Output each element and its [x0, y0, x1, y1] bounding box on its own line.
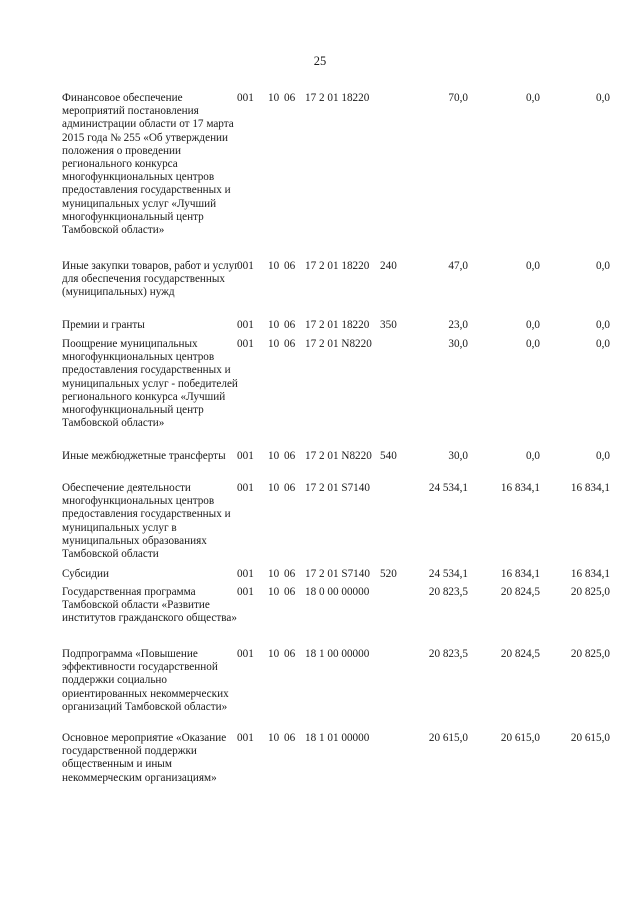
row-name: Премии и гранты — [62, 319, 145, 331]
expense-type-code: 240 — [380, 260, 397, 272]
row-name: Иные межбюджетные трансферты — [62, 450, 226, 462]
subsection-code: 06 — [284, 92, 296, 104]
department-code: 001 — [237, 338, 254, 350]
subsection-code: 06 — [284, 319, 296, 331]
target-article-code: 17 2 01 S7140 — [305, 482, 370, 494]
department-code: 001 — [237, 450, 254, 462]
target-article-code: 17 2 01 N8220 — [305, 450, 372, 462]
table-row — [62, 648, 622, 714]
amount-year-3: 0,0 — [596, 338, 610, 350]
row-name: Подпрограмма «Повышение эффективности государственной поддержки социально ориентированных некоммерческих организаций Тамбовской области» — [62, 648, 229, 713]
subsection-code: 06 — [284, 338, 296, 350]
section-code: 10 — [268, 260, 280, 272]
amount-year-1: 30,0 — [448, 338, 468, 350]
expense-type-code: 350 — [380, 319, 397, 331]
amount-year-3: 20 825,0 — [570, 586, 610, 598]
row-name: Субсидии — [62, 568, 109, 580]
amount-year-3: 20 825,0 — [570, 648, 610, 660]
amount-year-2: 16 834,1 — [500, 482, 540, 494]
amount-year-2: 0,0 — [526, 450, 540, 462]
section-code: 10 — [268, 92, 280, 104]
section-code: 10 — [268, 568, 280, 580]
subsection-code: 06 — [284, 450, 296, 462]
row-name: Финансовое обеспечение мероприятий постановления администрации области от 17 марта 2015 года № 255 «Об утверждении положения о проведении регионального конкурса многофункциональных центров предоставления государственных и муниципальных услуг «Лучший многофункциональный центр Тамбовской области» — [62, 92, 234, 237]
section-code: 10 — [268, 732, 280, 744]
amount-year-2: 20 615,0 — [500, 732, 540, 744]
subsection-code: 06 — [284, 482, 296, 494]
table-row — [62, 732, 622, 785]
amount-year-1: 20 823,5 — [428, 586, 468, 598]
amount-year-2: 0,0 — [526, 319, 540, 331]
amount-year-3: 0,0 — [596, 92, 610, 104]
amount-year-3: 0,0 — [596, 450, 610, 462]
amount-year-2: 0,0 — [526, 338, 540, 350]
amount-year-1: 20 615,0 — [428, 732, 468, 744]
row-name: Иные закупки товаров, работ и услуг для обеспечения государственных (муниципальных) нужд — [62, 260, 239, 299]
target-article-code: 17 2 01 18220 — [305, 92, 370, 104]
target-article-code: 17 2 01 18220 — [305, 260, 370, 272]
section-code: 10 — [268, 338, 280, 350]
row-name: Основное мероприятие «Оказание государственной поддержки общественным и иным некоммерческим организациям» — [62, 732, 227, 784]
amount-year-3: 20 615,0 — [570, 732, 610, 744]
amount-year-2: 0,0 — [526, 92, 540, 104]
department-code: 001 — [237, 732, 254, 744]
row-name: Государственная программа Тамбовской области «Развитие институтов гражданского общества» — [62, 586, 237, 625]
amount-year-1: 24 534,1 — [428, 482, 468, 494]
amount-year-3: 0,0 — [596, 319, 610, 331]
subsection-code: 06 — [284, 648, 296, 660]
amount-year-2: 20 824,5 — [500, 586, 540, 598]
amount-year-3: 16 834,1 — [570, 568, 610, 580]
table-row — [62, 586, 622, 626]
subsection-code: 06 — [284, 732, 296, 744]
amount-year-2: 20 824,5 — [500, 648, 540, 660]
target-article-code: 18 0 00 00000 — [305, 586, 370, 598]
amount-year-2: 0,0 — [526, 260, 540, 272]
row-name: Обеспечение деятельности многофункциональных центров предоставления государственных и муниципальных услуг в муниципальных образованиях Тамбовской области — [62, 482, 231, 561]
section-code: 10 — [268, 450, 280, 462]
department-code: 001 — [237, 648, 254, 660]
department-code: 001 — [237, 319, 254, 331]
target-article-code: 17 2 01 S7140 — [305, 568, 370, 580]
subsection-code: 06 — [284, 260, 296, 272]
subsection-code: 06 — [284, 568, 296, 580]
amount-year-1: 47,0 — [448, 260, 468, 272]
amount-year-1: 70,0 — [448, 92, 468, 104]
department-code: 001 — [237, 92, 254, 104]
target-article-code: 18 1 00 00000 — [305, 648, 370, 660]
table-row — [62, 482, 622, 561]
amount-year-3: 0,0 — [596, 260, 610, 272]
table-row — [62, 92, 622, 237]
table-row — [62, 260, 622, 300]
table-row — [62, 568, 622, 581]
amount-year-1: 20 823,5 — [428, 648, 468, 660]
department-code: 001 — [237, 482, 254, 494]
department-code: 001 — [237, 586, 254, 598]
section-code: 10 — [268, 319, 280, 331]
amount-year-1: 30,0 — [448, 450, 468, 462]
table-row — [62, 319, 622, 332]
department-code: 001 — [237, 568, 254, 580]
department-code: 001 — [237, 260, 254, 272]
expense-type-code: 520 — [380, 568, 397, 580]
amount-year-3: 16 834,1 — [570, 482, 610, 494]
section-code: 10 — [268, 586, 280, 598]
expense-type-code: 540 — [380, 450, 397, 462]
target-article-code: 17 2 01 N8220 — [305, 338, 372, 350]
amount-year-1: 23,0 — [448, 319, 468, 331]
target-article-code: 17 2 01 18220 — [305, 319, 370, 331]
target-article-code: 18 1 01 00000 — [305, 732, 370, 744]
section-code: 10 — [268, 482, 280, 494]
table-row — [62, 450, 622, 463]
amount-year-1: 24 534,1 — [428, 568, 468, 580]
page-number: 25 — [313, 54, 327, 68]
row-name: Поощрение муниципальных многофункциональных центров предоставления государственных и муниципальных услуг - победителей регионального конкурса «Лучший многофункциональный центр Тамбовской области» — [62, 338, 238, 430]
subsection-code: 06 — [284, 586, 296, 598]
section-code: 10 — [268, 648, 280, 660]
table-row — [62, 338, 622, 430]
amount-year-2: 16 834,1 — [500, 568, 540, 580]
